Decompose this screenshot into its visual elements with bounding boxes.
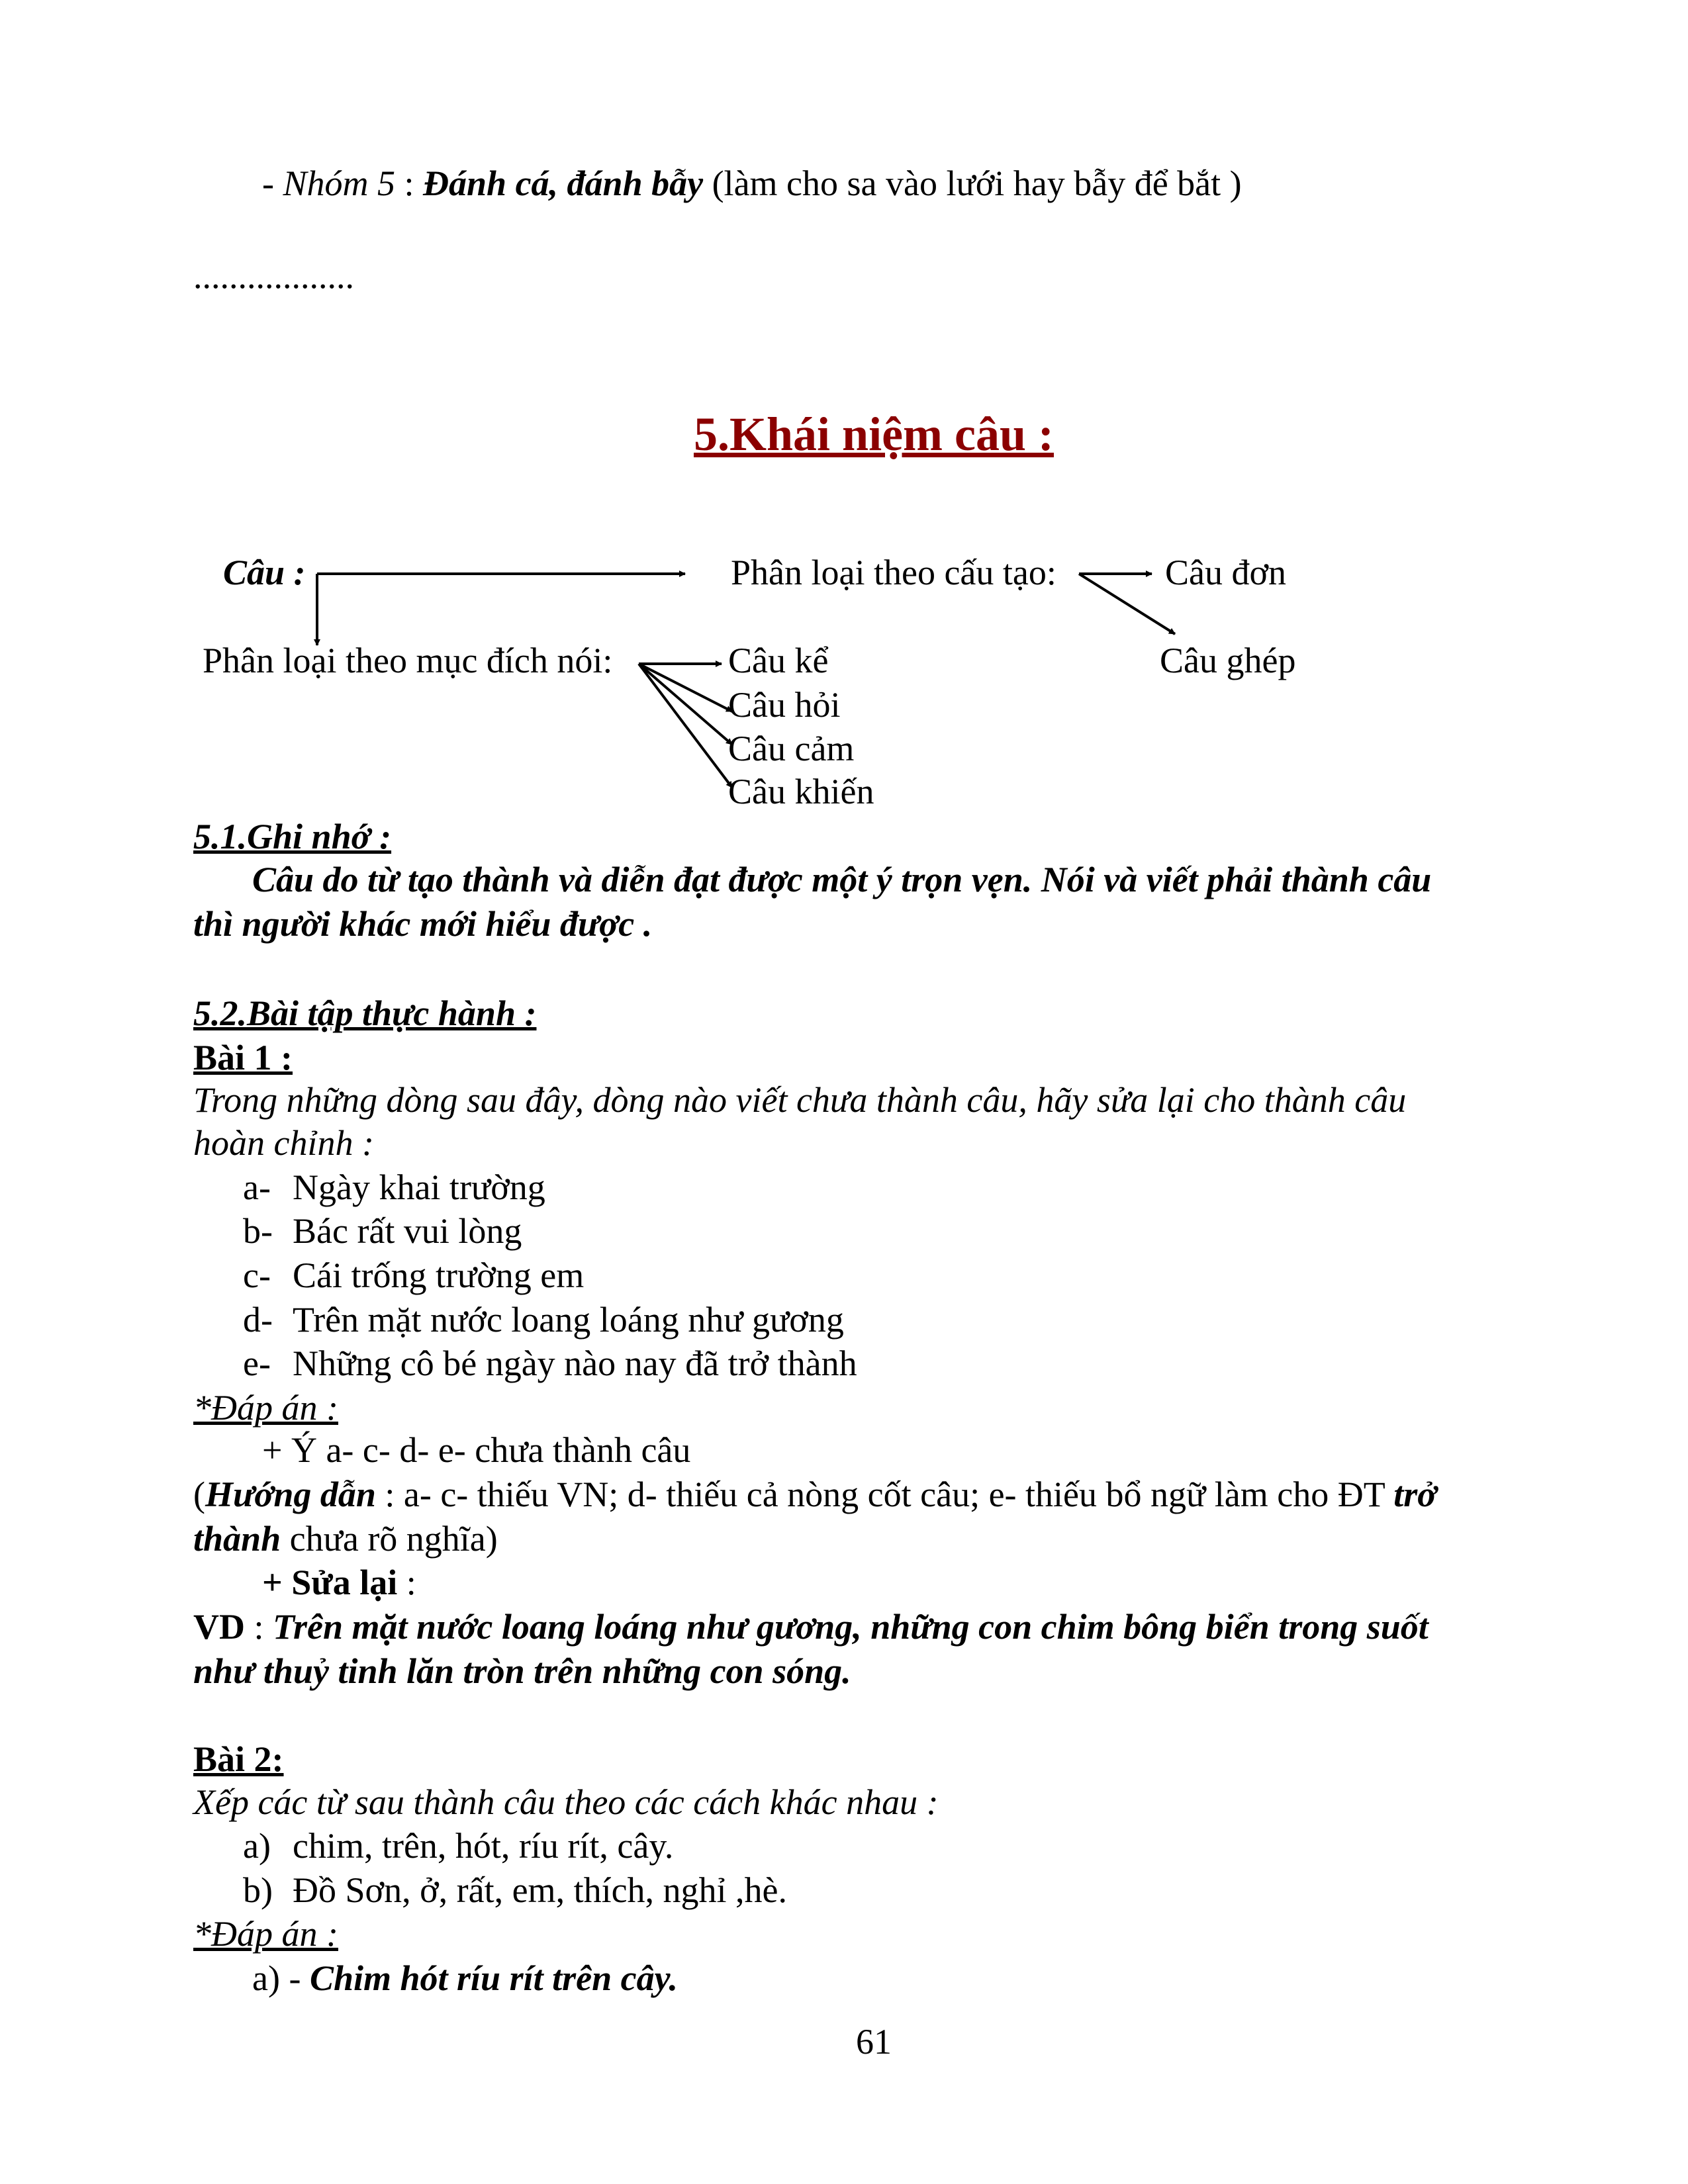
item-marker: d- — [243, 1300, 273, 1340]
group-note: (làm cho sa vào lưới hay bẫy để bắt ) — [703, 163, 1242, 203]
answer-line — [252, 1956, 678, 2000]
page-number: 61 — [856, 2022, 892, 2062]
guide-emph: trở — [1393, 1475, 1437, 1514]
diagram-type: Câu cảm — [728, 729, 855, 768]
group-topic: Đánh cá, đánh bẫy — [423, 163, 704, 203]
note-line: thì người khác mới hiểu được . — [193, 904, 653, 944]
arrow-to-compound — [1079, 574, 1175, 634]
item-text: Cái trống trường em — [293, 1255, 585, 1295]
example-text: Trên mặt nước loang loáng như gương, những con chim bông biển trong suốt — [273, 1607, 1429, 1647]
example-line — [193, 1605, 1429, 1649]
guide-emph: thành — [193, 1519, 281, 1559]
list-item — [243, 1253, 584, 1297]
list-item — [243, 1824, 673, 1868]
fix-label: + Sửa lại — [262, 1563, 398, 1602]
section-title: 5.Khái niệm câu : — [693, 408, 1054, 461]
item-text: Đồ Sơn, ở, rất, em, thích, nghỉ ,hè. — [293, 1870, 788, 1910]
item-text: Những cô bé ngày nào nay đã trở thành — [293, 1343, 857, 1383]
diagram-purpose: Phân loại theo mục đích nói: — [203, 641, 613, 680]
ellipsis: .................. — [193, 256, 354, 296]
diagram-type: Câu hỏi — [728, 685, 841, 725]
guide-text: chưa rõ nghĩa) — [281, 1519, 498, 1559]
colon: : — [397, 1563, 416, 1602]
diagram-root: Câu : — [223, 553, 306, 592]
exercise-1-heading: Bài 1 : — [193, 1038, 293, 1077]
guide-label: Hướng dẫn — [205, 1475, 376, 1514]
exercise-2-heading: Bài 2: — [193, 1739, 284, 1779]
item-marker: b) — [243, 1870, 273, 1910]
item-text: Ngày khai trường — [293, 1167, 545, 1207]
answer-label: *Đáp án : — [193, 1914, 338, 1954]
fix-line — [262, 1561, 416, 1604]
item-marker: b- — [243, 1211, 273, 1251]
answer-text: Chim hót ríu rít trên cây. — [309, 1958, 679, 1998]
diagram-simple: Câu đơn — [1165, 553, 1287, 592]
item-text: chim, trên, hót, ríu rít, cây. — [293, 1826, 674, 1866]
heading-bai-tap: 5.2.Bài tập thực hành : — [193, 993, 537, 1033]
diagram-structure: Phân loại theo cấu tạo: — [731, 553, 1056, 592]
exercise-prompt: Xếp các từ sau thành câu theo các cách khác nhau : — [193, 1782, 939, 1822]
list-item — [243, 1342, 857, 1385]
arrow-to-imperative — [639, 664, 732, 788]
answer-marker: a) - — [252, 1958, 310, 1998]
exercise-prompt: Trong những dòng sau đây, dòng nào viết chưa thành câu, hãy sửa lại cho thành câu — [193, 1080, 1407, 1120]
guide-text: : a- c- thiếu VN; d- thiếu cả nòng cốt câu; e- thiếu bổ ngữ làm cho ĐT — [375, 1475, 1394, 1514]
item-marker: a) — [243, 1826, 271, 1866]
list-item — [243, 1209, 522, 1253]
diagram-compound: Câu ghép — [1160, 641, 1296, 680]
item-marker: c- — [243, 1255, 271, 1295]
list-item — [243, 1868, 787, 1912]
example-text: như thuỷ tinh lăn tròn trên những con sóng. — [193, 1651, 851, 1691]
list-item — [243, 1165, 545, 1209]
list-item — [243, 1298, 844, 1342]
paren: ( — [193, 1475, 205, 1514]
heading-ghi-nho: 5.1.Ghi nhớ : — [193, 817, 392, 856]
colon: : — [395, 163, 424, 203]
guide-line — [193, 1517, 498, 1561]
exercise-prompt: hoàn chỉnh : — [193, 1123, 374, 1163]
group-label: - Nhóm 5 — [262, 163, 395, 203]
diagram-type: Câu kể — [728, 641, 829, 680]
item-marker: a- — [243, 1167, 271, 1207]
colon: : — [245, 1607, 273, 1647]
diagram-type: Câu khiến — [728, 772, 874, 811]
answer-text: + Ý a- c- d- e- chưa thành câu — [262, 1430, 691, 1470]
answer-label: *Đáp án : — [193, 1388, 338, 1428]
note-line: Câu do từ tạo thành và diễn đạt được một ý trọn vẹn. Nói và viết phải thành câu — [252, 860, 1432, 899]
item-text: Trên mặt nước loang loáng như gương — [293, 1300, 844, 1340]
example-label: VD — [193, 1607, 245, 1647]
guide-line — [193, 1473, 1436, 1516]
item-text: Bác rất vui lòng — [293, 1211, 522, 1251]
item-marker: e- — [243, 1343, 271, 1383]
